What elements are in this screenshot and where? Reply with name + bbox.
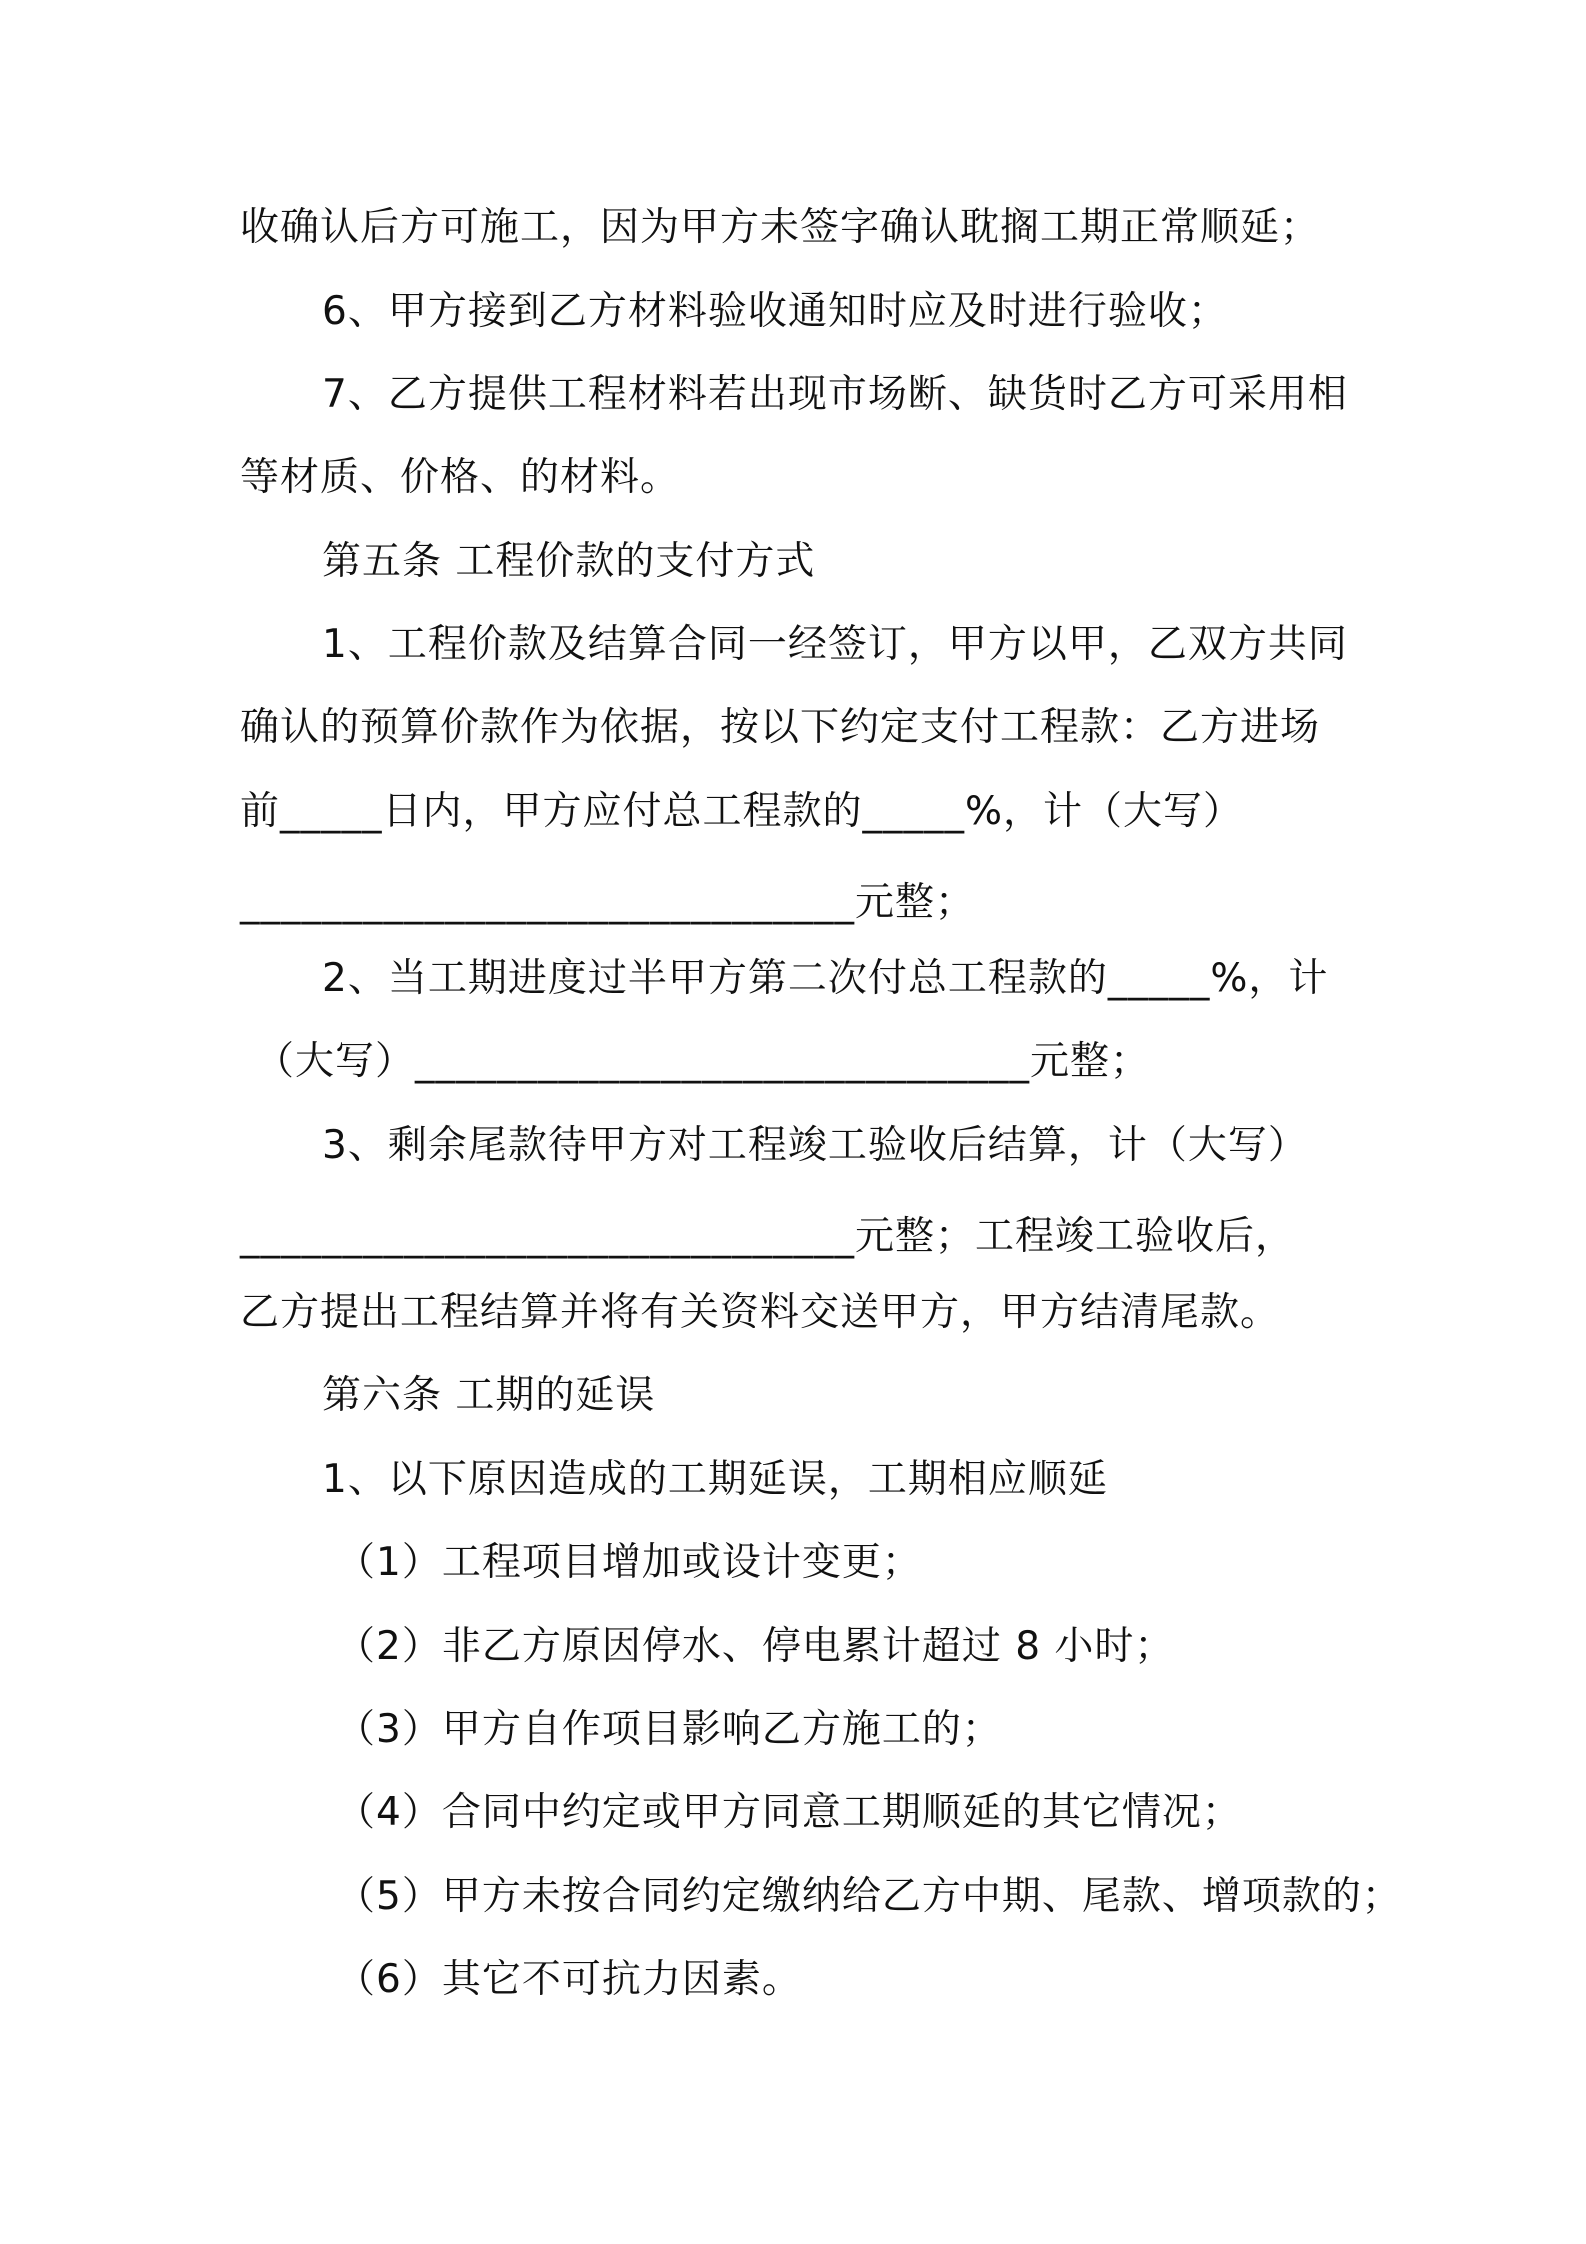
list-item: （2）非乙方原因停水、停电累计超过 8 小时； <box>336 1624 1175 1669</box>
text-line: 乙方提出工程结算并将有关资料交送甲方，甲方结清尾款。 <box>240 1290 1281 1335</box>
list-item: （6）其它不可抗力因素。 <box>336 1957 802 2002</box>
text-line: 6、甲方接到乙方材料验收通知时应及时进行验收； <box>322 289 1228 334</box>
text-line: 1、以下原因造成的工期延误，工期相应顺延 <box>322 1457 1108 1502</box>
text-line: 3、剩余尾款待甲方对工程竣工验收后结算，计（大写） <box>322 1123 1308 1168</box>
list-item: （4）合同中约定或甲方同意工期顺延的其它情况； <box>336 1790 1242 1835</box>
text-line: 前_____日内，甲方应付总工程款的_____%，计（大写） <box>240 789 1244 834</box>
section-heading: 第五条 工程价款的支付方式 <box>322 539 816 584</box>
section-heading: 第六条 工期的延误 <box>322 1373 656 1418</box>
text-line: 2、当工期进度过半甲方第二次付总工程款的_____%，计 <box>322 956 1329 1001</box>
text-line: 7、乙方提供工程材料若出现市场断、缺货时乙方可采用相 <box>322 372 1348 417</box>
list-item: （5）甲方未按合同约定缴纳给乙方中期、尾款、增项款的； <box>336 1874 1402 1919</box>
list-item: （3）甲方自作项目影响乙方施工的； <box>336 1707 1002 1752</box>
list-item: （1）工程项目增加或设计变更； <box>336 1540 922 1585</box>
text-line: 收确认后方可施工，因为甲方未签字确认耽搁工期正常顺延； <box>240 205 1321 250</box>
text-line: 等材质、价格、的材料。 <box>240 455 681 500</box>
text-line: （大写）______________________________元整； <box>255 1039 1151 1084</box>
text-line: 1、工程价款及结算合同一经签订，甲方以甲，乙双方共同 <box>322 622 1348 667</box>
text-line: ______________________________元整；工程竣工验收后， <box>240 1214 1296 1259</box>
text-line: 确认的预算价款作为依据，按以下约定支付工程款：乙方进场 <box>240 705 1321 750</box>
text-line: ______________________________元整； <box>240 880 976 925</box>
